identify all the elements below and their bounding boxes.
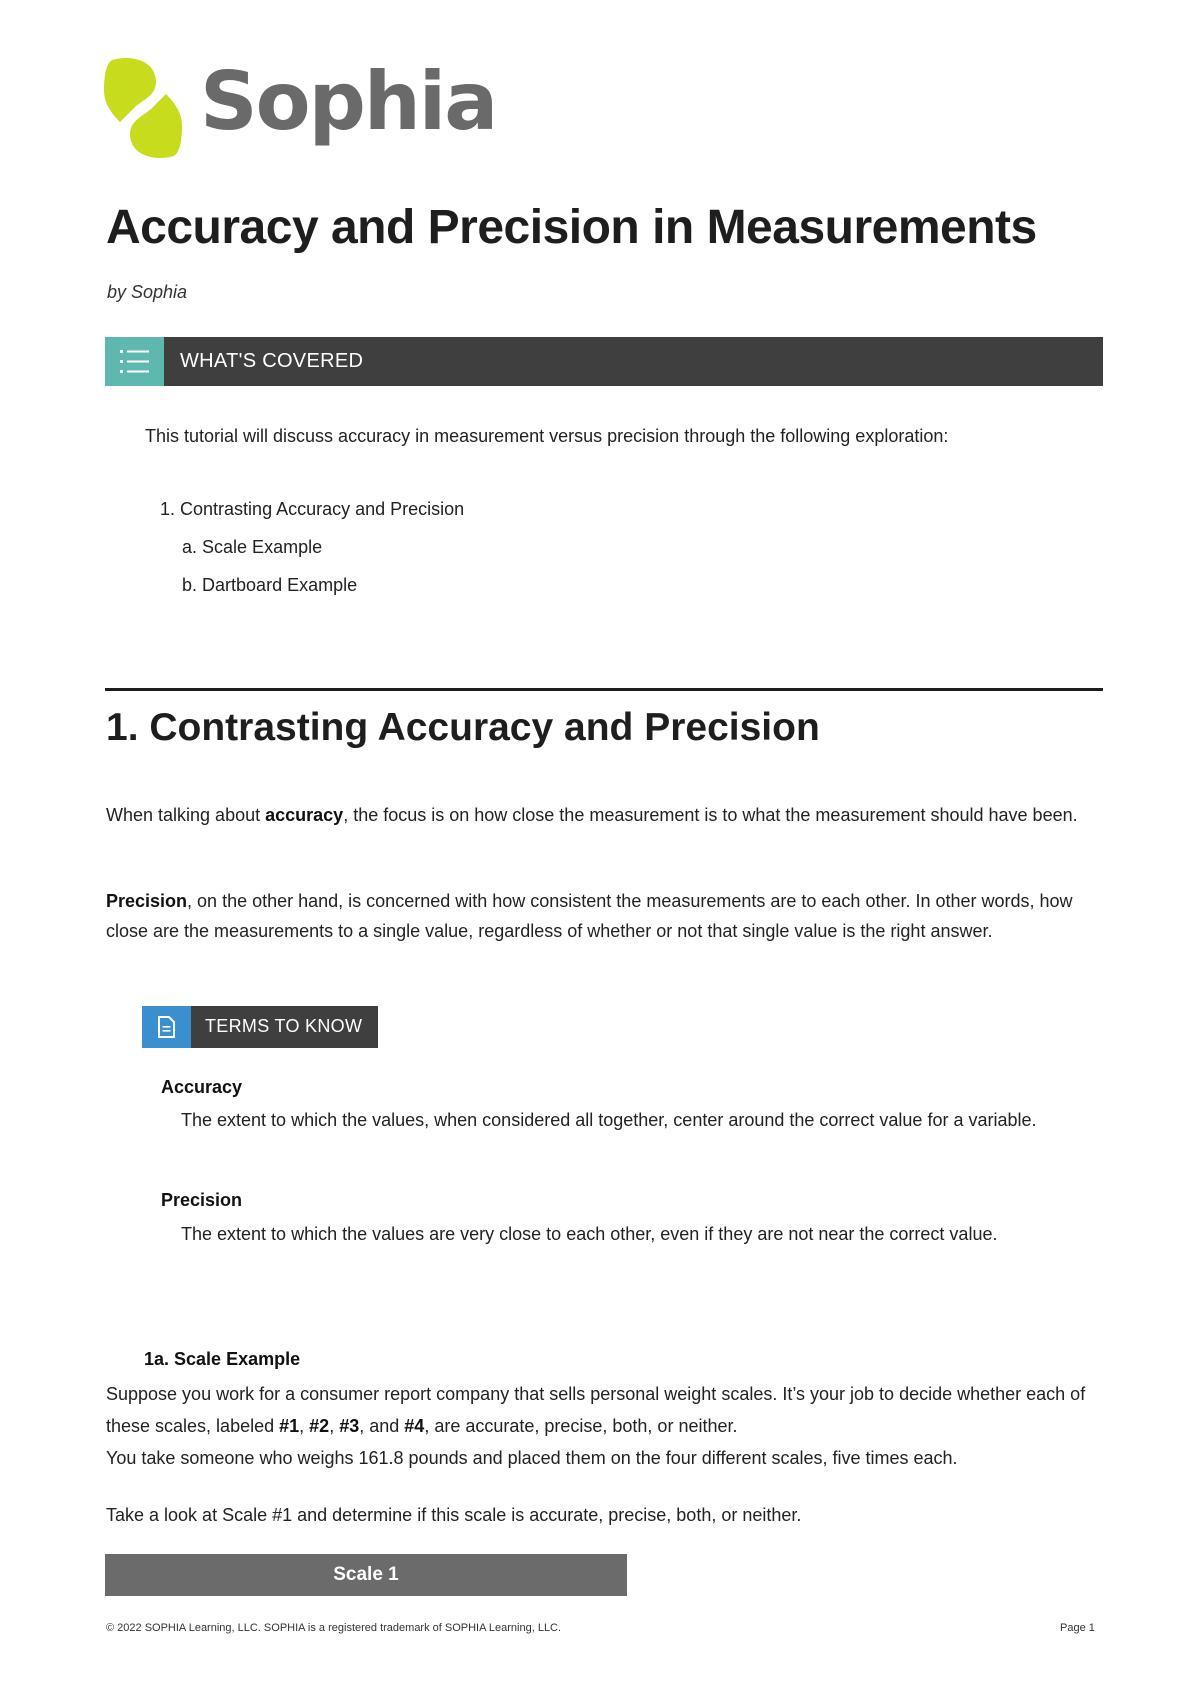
term-definition: The extent to which the values, when considered all together, center around the correct value for a variable. xyxy=(181,1110,1037,1130)
toc-marker: a. xyxy=(182,537,198,557)
sophia-logo xyxy=(104,56,524,160)
whats-covered-label: WHAT'S COVERED xyxy=(180,350,364,372)
section-divider xyxy=(105,688,1103,691)
document-icon xyxy=(142,1006,191,1048)
section-title: 1. Contrasting Accuracy and Precision xyxy=(106,706,820,749)
toc-item xyxy=(160,574,464,612)
text-run: Suppose you work for a consumer report company that sells personal weight scales. It’s your job to decide whether each of these scales, labeled xyxy=(106,1384,1086,1436)
toc-item xyxy=(160,498,464,536)
term-precision: Precision xyxy=(161,1190,243,1210)
sophia-leaf-icon xyxy=(104,56,182,160)
scale-id: #2 xyxy=(309,1416,330,1436)
toc-text: Scale Example xyxy=(202,537,323,557)
toc-marker: 1. xyxy=(160,499,176,519)
toc-item xyxy=(160,536,464,574)
list-icon xyxy=(105,337,164,386)
text-run: , and xyxy=(359,1416,405,1436)
scale-question-paragraph: Take a look at Scale #1 and determine if this scale is accurate, precise, both, or neither. xyxy=(106,1505,802,1525)
bold-term: accuracy xyxy=(265,805,344,825)
sophia-wordmark: Sophia xyxy=(200,55,497,148)
scale-intro-paragraph xyxy=(106,1378,1106,1442)
scale-id: #4 xyxy=(404,1416,425,1436)
scale-id: #3 xyxy=(339,1416,360,1436)
scale-id: #1 xyxy=(279,1416,300,1436)
whats-covered-banner xyxy=(105,337,1103,386)
table-of-contents xyxy=(160,498,464,612)
toc-text: Dartboard Example xyxy=(202,575,358,595)
subsection-heading: 1a. Scale Example xyxy=(144,1349,301,1369)
term-definition: The extent to which the values are very close to each other, even if they are not near the correct value. xyxy=(181,1224,998,1244)
text-run: , the focus is on how close the measurement is to what the measurement should have been. xyxy=(343,805,1078,825)
terms-to-know-banner xyxy=(142,1006,378,1048)
text-run: , xyxy=(329,1416,340,1436)
intro-text: This tutorial will discuss accuracy in measurement versus precision through the following exploration: xyxy=(145,426,949,446)
accuracy-paragraph xyxy=(106,800,1106,830)
bold-term: Precision xyxy=(106,891,188,911)
scale-table-title: Scale 1 xyxy=(333,1564,399,1585)
text-run: , on the other hand, is concerned with how consistent the measurements are to each other. In other words, how close are the measurements to a single value, regardless of whether or not that single value is the right answer. xyxy=(106,891,1073,941)
terms-to-know-label: TERMS TO KNOW xyxy=(205,1016,363,1036)
text-run: , xyxy=(299,1416,310,1436)
scale-method-paragraph: You take someone who weighs 161.8 pounds and placed them on the four different scales, five times each. xyxy=(106,1448,958,1468)
precision-paragraph xyxy=(106,886,1106,946)
scale-table-header xyxy=(105,1554,627,1596)
page-number: Page 1 xyxy=(1060,1622,1095,1634)
toc-marker: b. xyxy=(182,575,198,595)
byline: by Sophia xyxy=(107,282,188,302)
term-accuracy: Accuracy xyxy=(161,1077,243,1097)
toc-text: Contrasting Accuracy and Precision xyxy=(180,499,465,519)
footer-copyright: © 2022 SOPHIA Learning, LLC. SOPHIA is a registered trademark of SOPHIA Learning, LLC. xyxy=(106,1622,562,1634)
text-run: When talking about xyxy=(106,805,266,825)
page-title: Accuracy and Precision in Measurements xyxy=(106,201,1037,254)
text-run: , are accurate, precise, both, or neither. xyxy=(424,1416,738,1436)
